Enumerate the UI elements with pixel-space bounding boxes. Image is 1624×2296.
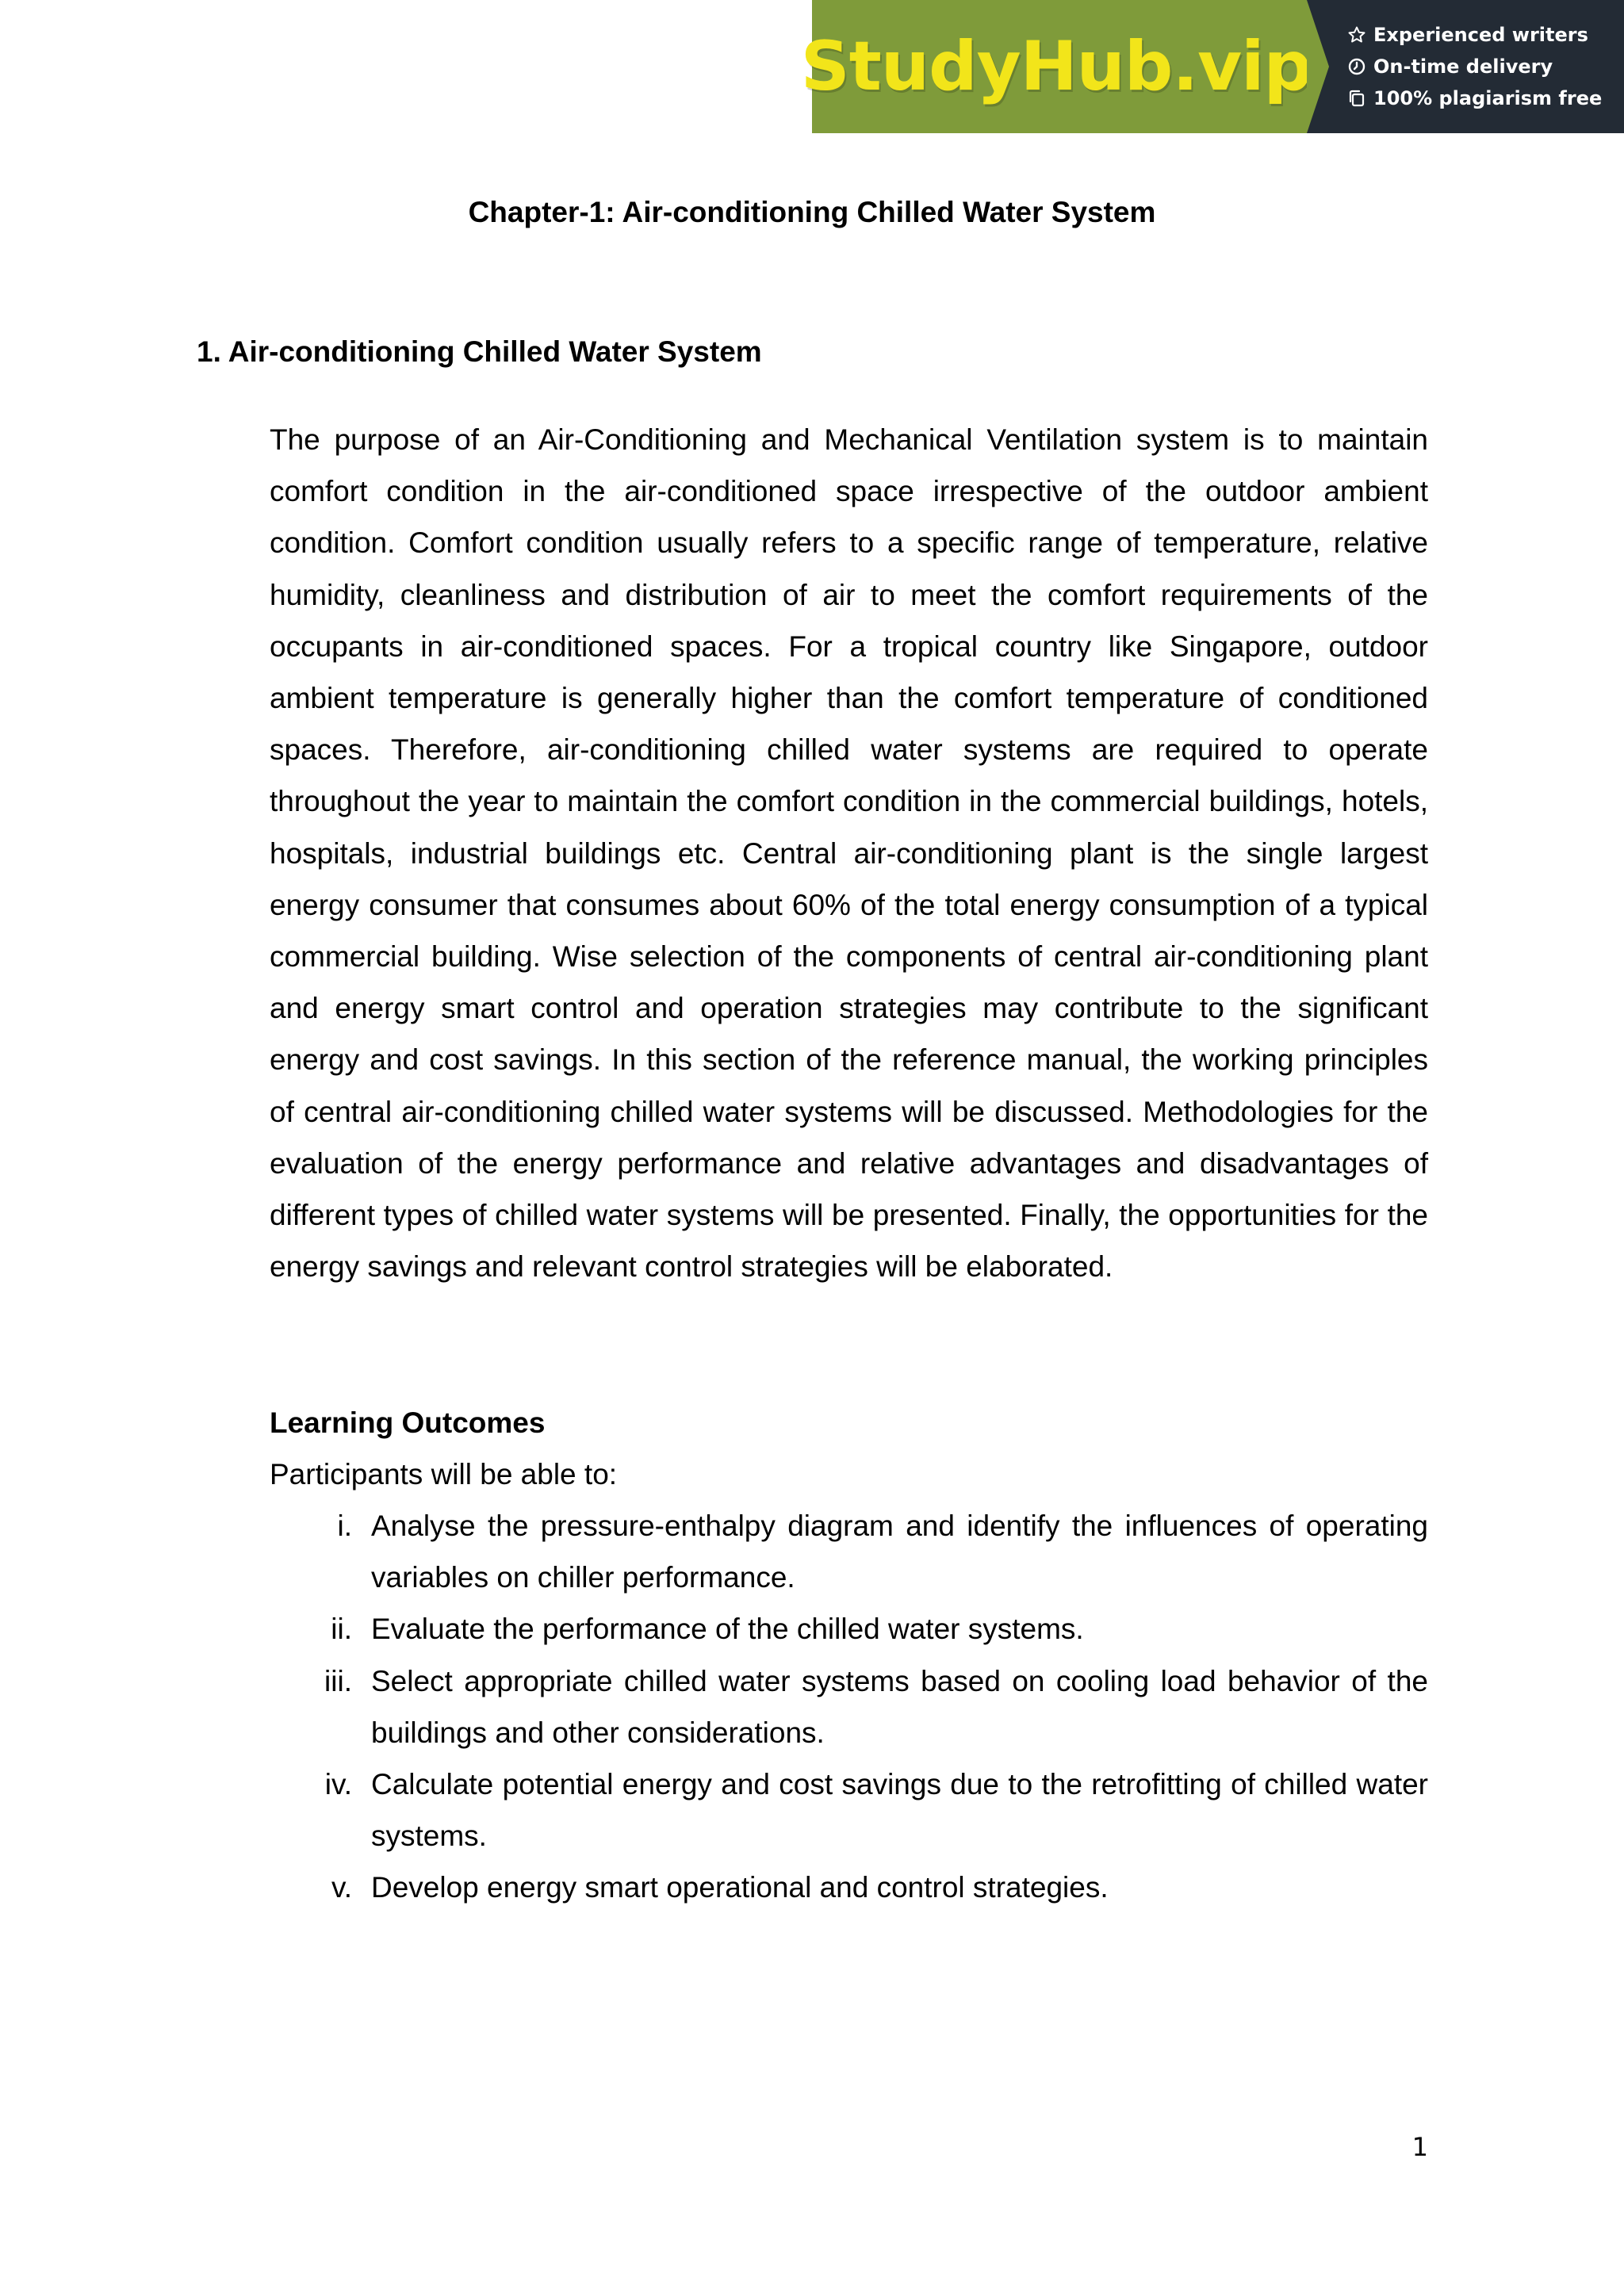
list-item-number: v. <box>331 1871 352 1904</box>
list-item <box>270 1603 1428 1655</box>
learning-outcomes-list <box>270 1500 1428 1914</box>
page-number: 1 <box>1411 2132 1428 2162</box>
copy-icon <box>1346 88 1367 109</box>
list-item-number: i. <box>337 1510 352 1542</box>
feature-on-time-delivery <box>1346 55 1624 78</box>
learning-outcomes-heading: Learning Outcomes <box>270 1406 546 1439</box>
list-item-text: Select appropriate chilled water systems based on cooling load behavior of the buildings and other considerations. <box>371 1664 1428 1749</box>
feature-plagiarism-free <box>1346 86 1624 110</box>
feature-experienced-writers <box>1346 23 1624 47</box>
list-item-number: iv. <box>324 1768 352 1801</box>
list-item-text: Calculate potential energy and cost savings due to the retrofitting of chilled water systems. <box>371 1768 1428 1853</box>
feature-label: On-time delivery <box>1373 55 1553 78</box>
brand-name: StudyHub.vip <box>800 27 1312 106</box>
brand-logo[interactable] <box>800 0 1312 133</box>
section-heading: 1. Air-conditioning Chilled Water System <box>197 335 762 368</box>
list-item-number: ii. <box>331 1613 352 1646</box>
list-item-text: Analyse the pressure-enthalpy diagram and identify the influences of operating variables on chiller performance. <box>371 1510 1428 1594</box>
chapter-title: Chapter-1: Air-conditioning Chilled Water System <box>468 196 1156 228</box>
star-icon <box>1346 25 1367 45</box>
list-item-text: Evaluate the performance of the chilled water systems. <box>371 1613 1084 1646</box>
list-item <box>270 1758 1428 1862</box>
list-item <box>270 1655 1428 1758</box>
list-item <box>270 1862 1428 1913</box>
studyhub-banner[interactable] <box>800 0 1624 133</box>
list-item-number: iii. <box>324 1664 352 1697</box>
feature-label: Experienced writers <box>1373 24 1588 46</box>
feature-list <box>1307 0 1624 133</box>
list-item-text: Develop energy smart operational and control strategies. <box>371 1871 1109 1904</box>
clock-icon <box>1346 56 1367 77</box>
feature-label: 100% plagiarism free <box>1373 87 1603 109</box>
list-item <box>270 1500 1428 1603</box>
body-paragraph: The purpose of an Air-Conditioning and Mechanical Ventilation system is to maintain comfort condition in the air-conditioned space irrespective of the outdoor ambient condition. Comfort condition usually refers to a specific range of temperature, relative humidity, cleanliness and distribution of air to meet the comfort requirements of the occupants in air-conditioned spaces. For a tropical country like Singapore, outdoor ambient temperature is generally higher than the comfort temperature of conditioned spaces. Therefore, air-conditioning chilled water systems are required to operate throughout the year to maintain the comfort condition in the commercial buildings, hotels, hospitals, industrial buildings etc. Central air-conditioning plant is the single largest energy consumer that consumes about 60% of the total energy consumption of a typical commercial building. Wise selection of the components of central air-conditioning plant and energy smart control and operation strategies may contribute to the significant energy and cost savings. In this section of the reference manual, the working principles of central air-conditioning chilled water systems will be discussed. Methodologies for the evaluation of the energy performance and relative advantages and disadvantages of different types of chilled water systems will be presented. Finally, the opportunities for the energy savings and relevant control strategies will be elaborated. <box>270 423 1428 1284</box>
learning-outcomes-intro: Participants will be able to: <box>270 1458 618 1490</box>
